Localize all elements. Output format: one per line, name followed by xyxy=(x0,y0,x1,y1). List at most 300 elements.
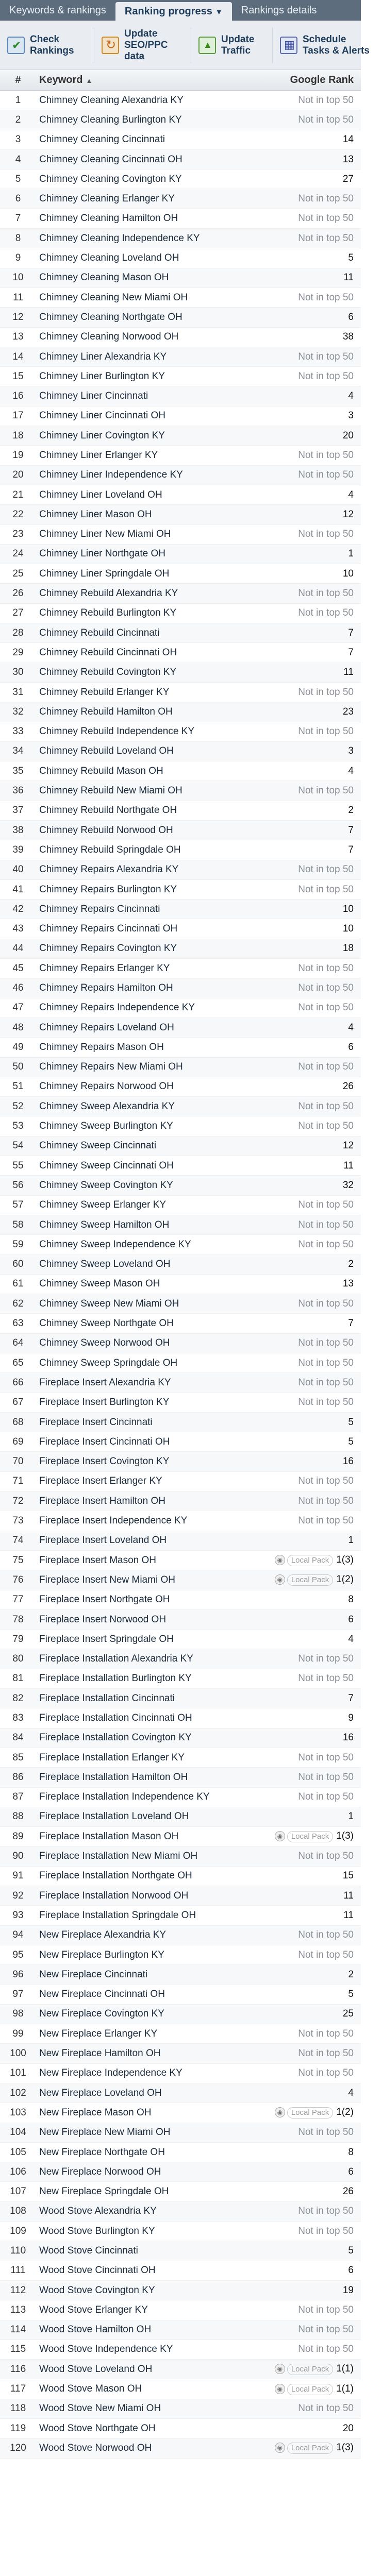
table-row[interactable] xyxy=(0,761,361,781)
column-header-google-rank[interactable]: Google Rank xyxy=(290,74,354,86)
table-row[interactable] xyxy=(0,229,361,248)
google-rank-cell xyxy=(225,647,361,658)
table-row[interactable] xyxy=(0,1176,361,1195)
table-row[interactable] xyxy=(0,2261,361,2281)
table-row[interactable] xyxy=(0,485,361,505)
table-row[interactable] xyxy=(0,1906,361,1925)
table-row[interactable] xyxy=(0,347,361,367)
google-rank-cell xyxy=(225,2147,361,2158)
row-number: 77 xyxy=(12,1594,24,1605)
table-row[interactable] xyxy=(0,840,361,860)
google-rank-cell xyxy=(225,1535,361,1546)
rank-value: 20 xyxy=(342,430,354,441)
table-row[interactable] xyxy=(0,1846,361,1866)
check-rankings-button[interactable] xyxy=(0,27,94,63)
row-number: 102 xyxy=(10,2087,26,2098)
table-row[interactable] xyxy=(0,1413,361,1432)
table-row[interactable] xyxy=(0,1334,361,1353)
google-rank-cell xyxy=(225,766,361,777)
keyword-cell: Fireplace Insert Cincinnati xyxy=(39,1416,153,1428)
table-row[interactable] xyxy=(0,880,361,900)
table-row[interactable] xyxy=(0,919,361,939)
google-rank-cell xyxy=(225,844,361,856)
row-number: 59 xyxy=(12,1239,24,1250)
table-row[interactable] xyxy=(0,2202,361,2222)
update-traffic-button[interactable] xyxy=(191,27,273,63)
table-row[interactable] xyxy=(0,1097,361,1116)
table-row[interactable] xyxy=(0,604,361,623)
keyword-cell: New Fireplace Erlanger KY xyxy=(39,2028,158,2039)
keyword-cell: Chimney Rebuild Burlington KY xyxy=(39,607,177,619)
rank-value: 2 xyxy=(348,805,354,816)
keyword-cell: Chimney Sweep Cincinnati OH xyxy=(39,1160,174,1171)
table-row[interactable] xyxy=(0,1235,361,1255)
rank-value: 6 xyxy=(348,1614,354,1625)
rank-value: 10 xyxy=(342,903,354,914)
toolbar xyxy=(0,21,370,70)
table-row[interactable] xyxy=(0,386,361,406)
table-row[interactable] xyxy=(0,1669,361,1689)
keyword-cell: Wood Stove Erlanger KY xyxy=(39,2304,148,2315)
table-row[interactable] xyxy=(0,446,361,465)
keyword-cell: Fireplace Installation Covington KY xyxy=(39,1732,192,1743)
local-pack-badge: Local Pack xyxy=(287,2443,333,2454)
google-rank-cell xyxy=(225,1278,361,1290)
row-number: 51 xyxy=(12,1081,24,1092)
table-row[interactable] xyxy=(0,308,361,327)
keyword-cell: Chimney Rebuild Northgate OH xyxy=(39,805,177,816)
keyword-cell: Fireplace Installation Cincinnati xyxy=(39,1692,175,1704)
table-row[interactable] xyxy=(0,1807,361,1827)
table-row[interactable] xyxy=(0,1373,361,1393)
table-row[interactable] xyxy=(0,643,361,663)
table-row[interactable] xyxy=(0,1077,361,1097)
table-row[interactable] xyxy=(0,91,361,110)
row-number: 69 xyxy=(12,1436,24,1447)
table-row[interactable] xyxy=(0,1610,361,1630)
keyword-cell: Fireplace Installation Springdale OH xyxy=(39,1909,196,1921)
keyword-cell: Fireplace Insert Loveland OH xyxy=(39,1535,167,1546)
table-row[interactable] xyxy=(0,2379,361,2399)
row-number: 31 xyxy=(12,686,24,698)
keyword-cell: Chimney Repairs Cincinnati OH xyxy=(39,923,178,935)
rank-value: Not in top 50 xyxy=(298,2324,354,2335)
keyword-cell: Fireplace Installation Northgate OH xyxy=(39,1870,192,1882)
table-row[interactable] xyxy=(0,1511,361,1531)
table-row[interactable] xyxy=(0,406,361,426)
table-row[interactable] xyxy=(0,1275,361,1294)
table-row[interactable] xyxy=(0,1728,361,1748)
google-rank-cell xyxy=(225,193,361,205)
table-row[interactable] xyxy=(0,959,361,978)
keyword-cell: Chimney Rebuild New Miami OH xyxy=(39,785,182,796)
table-row[interactable] xyxy=(0,564,361,584)
keyword-cell: New Fireplace Independence KY xyxy=(39,2067,182,2079)
column-header-number[interactable]: # xyxy=(15,74,21,86)
rank-value: Not in top 50 xyxy=(298,2344,354,2355)
table-row[interactable] xyxy=(0,2143,361,2162)
table-row[interactable] xyxy=(0,1393,361,1413)
rank-value: Not in top 50 xyxy=(298,1771,354,1783)
table-row[interactable] xyxy=(0,170,361,189)
table-row[interactable] xyxy=(0,939,361,959)
table-row[interactable] xyxy=(0,1116,361,1136)
keyword-cell: Chimney Repairs Erlanger KY xyxy=(39,962,170,974)
rank-value: 6 xyxy=(348,2265,354,2276)
row-number: 2 xyxy=(15,114,21,125)
table-row[interactable] xyxy=(0,1432,361,1452)
google-rank-cell xyxy=(225,1811,361,1822)
table-row[interactable] xyxy=(0,2419,361,2438)
table-row[interactable] xyxy=(0,2241,361,2261)
table-row[interactable] xyxy=(0,426,361,446)
table-row[interactable] xyxy=(0,2360,361,2379)
keyword-cell: Chimney Repairs Alexandria KY xyxy=(39,864,179,875)
rank-value: Not in top 50 xyxy=(298,1337,354,1349)
table-row[interactable] xyxy=(0,1689,361,1708)
google-rank-cell xyxy=(225,252,361,264)
table-row[interactable] xyxy=(0,1827,361,1846)
traffic-icon xyxy=(198,37,216,54)
keyword-cell: Fireplace Insert Independence KY xyxy=(39,1515,188,1527)
row-number: 18 xyxy=(12,430,24,441)
column-header-keyword[interactable] xyxy=(36,74,225,86)
keyword-cell: New Fireplace Norwood OH xyxy=(39,2166,161,2177)
tab-ranking-progress[interactable] xyxy=(115,2,232,21)
keyword-cell: Chimney Sweep Cincinnati xyxy=(39,1140,157,1151)
row-number: 5 xyxy=(15,173,21,184)
row-number: 116 xyxy=(10,2363,26,2375)
table-row[interactable] xyxy=(0,2222,361,2241)
table-row[interactable] xyxy=(0,2103,361,2123)
table-row[interactable] xyxy=(0,683,361,702)
keyword-cell: Chimney Sweep Mason OH xyxy=(39,1278,160,1290)
table-row[interactable] xyxy=(0,1768,361,1787)
row-number: 35 xyxy=(12,765,24,776)
keyword-cell: New Fireplace Cincinnati OH xyxy=(39,1989,165,2000)
rank-value: 23 xyxy=(342,706,354,717)
google-rank-cell xyxy=(225,1910,361,1921)
google-rank-cell xyxy=(225,884,361,895)
rank-value: 13 xyxy=(342,1278,354,1290)
row-number: 112 xyxy=(10,2284,26,2296)
rank-value: Not in top 50 xyxy=(298,2225,354,2236)
table-row[interactable] xyxy=(0,1215,361,1235)
keyword-cell: Wood Stove Cincinnati OH xyxy=(39,2265,156,2276)
table-row[interactable] xyxy=(0,2123,361,2143)
rank-value: 4 xyxy=(348,765,354,776)
keyword-cell: Chimney Cleaning Covington KY xyxy=(39,173,182,184)
local-pack-badge: Local Pack xyxy=(287,1574,333,1586)
row-number: 4 xyxy=(15,154,21,165)
row-number: 89 xyxy=(12,1831,24,1842)
google-rank-cell xyxy=(225,154,361,165)
table-row[interactable] xyxy=(0,1038,361,1057)
google-rank-cell xyxy=(225,2383,361,2395)
table-row[interactable] xyxy=(0,2320,361,2340)
google-rank-cell xyxy=(225,351,361,363)
rank-value: Not in top 50 xyxy=(298,1476,354,1487)
table-row[interactable] xyxy=(0,1156,361,1176)
table-row[interactable] xyxy=(0,742,361,761)
google-rank-cell xyxy=(225,1199,361,1211)
table-row[interactable] xyxy=(0,1018,361,1038)
rank-value: 7 xyxy=(348,627,354,638)
table-row[interactable] xyxy=(0,1531,361,1551)
table-row[interactable] xyxy=(0,1570,361,1590)
table-row[interactable] xyxy=(0,189,361,209)
google-rank-cell xyxy=(225,1101,361,1112)
rank-value: 2 xyxy=(348,1259,354,1270)
table-row[interactable] xyxy=(0,545,361,564)
google-rank-cell xyxy=(225,1180,361,1191)
table-row[interactable] xyxy=(0,1867,361,1886)
table-row[interactable] xyxy=(0,1137,361,1156)
table-row[interactable] xyxy=(0,2300,361,2320)
table-row[interactable] xyxy=(0,801,361,821)
rank-value: Not in top 50 xyxy=(298,114,354,125)
google-rank-cell xyxy=(225,529,361,540)
table-row[interactable] xyxy=(0,2340,361,2360)
table-row[interactable] xyxy=(0,2064,361,2083)
table-row[interactable] xyxy=(0,1926,361,1945)
google-rank-cell xyxy=(225,2265,361,2276)
table-row[interactable] xyxy=(0,2438,361,2458)
row-number: 41 xyxy=(12,884,24,895)
rank-value: Not in top 50 xyxy=(298,1121,354,1132)
rank-value: Not in top 50 xyxy=(298,2304,354,2315)
rank-value: Not in top 50 xyxy=(298,1377,354,1388)
row-number: 58 xyxy=(12,1219,24,1230)
row-number: 81 xyxy=(12,1673,24,1684)
table-row[interactable] xyxy=(0,466,361,485)
google-rank-cell xyxy=(225,706,361,718)
rank-value: 7 xyxy=(348,824,354,836)
google-rank-cell xyxy=(225,1219,361,1231)
google-rank-cell xyxy=(225,1081,361,1092)
rank-value: 20 xyxy=(342,2422,354,2434)
table-row[interactable] xyxy=(0,1492,361,1511)
keyword-cell: Chimney Rebuild Springdale OH xyxy=(39,844,181,855)
rank-value: 4 xyxy=(348,1633,354,1645)
keyword-cell: Chimney Liner New Miami OH xyxy=(39,529,171,540)
rank-value: Not in top 50 xyxy=(298,1219,354,1230)
keyword-cell: Fireplace Insert Northgate OH xyxy=(39,1594,170,1605)
table-row[interactable] xyxy=(0,1294,361,1314)
row-number: 115 xyxy=(10,2344,26,2355)
tab-keywords-rankings[interactable]: Keywords & rankings xyxy=(9,5,106,16)
rank-value: 6 xyxy=(348,311,354,323)
table-row[interactable] xyxy=(0,860,361,880)
row-number: 6 xyxy=(15,193,21,205)
google-rank-cell xyxy=(225,2166,361,2178)
keyword-cell: Wood Stove Norwood OH xyxy=(39,2442,152,2453)
row-number: 86 xyxy=(12,1771,24,1783)
schedule-tasks-button[interactable] xyxy=(273,27,382,63)
keyword-cell: Chimney Rebuild Covington KY xyxy=(39,667,177,678)
rank-value: Not in top 50 xyxy=(298,1357,354,1368)
table-row[interactable] xyxy=(0,367,361,386)
table-row[interactable] xyxy=(0,1590,361,1610)
table-row[interactable] xyxy=(0,248,361,268)
table-row[interactable] xyxy=(0,722,361,742)
rank-value: Not in top 50 xyxy=(298,2067,354,2079)
table-row[interactable] xyxy=(0,623,361,643)
row-number: 109 xyxy=(10,2225,26,2236)
table-row[interactable] xyxy=(0,1196,361,1215)
rank-value: 9 xyxy=(348,1712,354,1723)
google-rank-cell xyxy=(225,1298,361,1310)
table-row[interactable] xyxy=(0,821,361,840)
row-number: 47 xyxy=(12,1002,24,1013)
google-rank-cell xyxy=(225,489,361,501)
row-number: 23 xyxy=(12,529,24,540)
google-rank-cell xyxy=(225,134,361,145)
rank-value: 11 xyxy=(343,1909,354,1921)
table-row[interactable] xyxy=(0,781,361,801)
table-row[interactable] xyxy=(0,328,361,347)
table-row[interactable] xyxy=(0,2024,361,2044)
google-rank-cell xyxy=(225,1259,361,1270)
rank-value: 11 xyxy=(343,272,354,283)
rank-value: Not in top 50 xyxy=(298,982,354,993)
table-row[interactable] xyxy=(0,663,361,683)
table-row[interactable] xyxy=(0,2005,361,2024)
table-row[interactable] xyxy=(0,2044,361,2063)
google-rank-cell xyxy=(225,548,361,560)
keyword-cell: Chimney Liner Burlington KY xyxy=(39,370,165,382)
keyword-cell: Chimney Cleaning Cincinnati OH xyxy=(39,154,182,165)
google-rank-cell xyxy=(225,1061,361,1073)
google-rank-cell xyxy=(225,1042,361,1053)
keyword-cell: Fireplace Insert Erlanger KY xyxy=(39,1476,162,1487)
table-row[interactable] xyxy=(0,702,361,722)
table-row[interactable] xyxy=(0,1255,361,1275)
rank-value: 14 xyxy=(342,134,354,145)
google-rank-cell xyxy=(225,2304,361,2316)
rank-value: 1(1) xyxy=(336,2383,354,2394)
table-row[interactable] xyxy=(0,1788,361,1807)
table-row[interactable] xyxy=(0,1945,361,1965)
rank-value: Not in top 50 xyxy=(298,1495,354,1506)
row-number: 67 xyxy=(12,1397,24,1408)
row-number: 12 xyxy=(12,311,24,323)
table-row[interactable] xyxy=(0,998,361,1018)
column-header-keyword-label: Keyword xyxy=(39,74,83,86)
table-row[interactable] xyxy=(0,525,361,545)
table-row[interactable] xyxy=(0,288,361,308)
table-row[interactable] xyxy=(0,2083,361,2103)
tab-rankings-details[interactable]: Rankings details xyxy=(241,5,317,16)
table-row[interactable] xyxy=(0,1748,361,1768)
rank-value: Not in top 50 xyxy=(298,2403,354,2414)
google-rank-cell xyxy=(225,1496,361,1507)
keyword-cell: New Fireplace New Miami OH xyxy=(39,2127,171,2138)
table-row[interactable] xyxy=(0,1472,361,1492)
keyword-cell: Chimney Liner Cincinnati OH xyxy=(39,410,165,421)
table-row[interactable] xyxy=(0,2399,361,2419)
keyword-cell: Wood Stove Loveland OH xyxy=(39,2363,153,2375)
table-row[interactable] xyxy=(0,2281,361,2300)
google-rank-cell xyxy=(225,450,361,461)
table-row[interactable] xyxy=(0,110,361,130)
google-rank-cell xyxy=(225,1831,361,1842)
row-number: 7 xyxy=(15,213,21,224)
rank-value: 16 xyxy=(342,1456,354,1467)
table-row[interactable] xyxy=(0,1630,361,1649)
table-row[interactable] xyxy=(0,978,361,998)
table-row[interactable] xyxy=(0,505,361,524)
table-row[interactable] xyxy=(0,1886,361,1906)
google-rank-cell xyxy=(225,904,361,915)
keyword-cell: Chimney Liner Erlanger KY xyxy=(39,449,158,461)
table-row[interactable] xyxy=(0,1708,361,1728)
row-number: 73 xyxy=(12,1515,24,1527)
row-number: 11 xyxy=(13,292,23,303)
table-row[interactable] xyxy=(0,1649,361,1669)
table-row[interactable] xyxy=(0,900,361,919)
row-number: 20 xyxy=(12,469,24,481)
table-row[interactable] xyxy=(0,584,361,603)
top-tab-bar xyxy=(0,0,361,21)
google-rank-cell xyxy=(225,607,361,619)
keyword-cell: Fireplace Insert Norwood OH xyxy=(39,1614,167,1625)
row-number: 68 xyxy=(12,1416,24,1428)
table-row[interactable] xyxy=(0,209,361,229)
rank-value: 11 xyxy=(343,667,354,678)
keyword-cell: Chimney Sweep Covington KY xyxy=(39,1179,173,1191)
keyword-cell: Chimney Sweep Independence KY xyxy=(39,1239,191,1250)
update-seo-ppc-button[interactable] xyxy=(94,27,191,63)
update-seo-ppc-label: Update SEO/PPC data xyxy=(124,28,168,62)
rank-value: Not in top 50 xyxy=(298,449,354,461)
row-number: 80 xyxy=(12,1653,24,1665)
keyword-cell: Chimney Rebuild Loveland OH xyxy=(39,745,174,757)
google-rank-cell xyxy=(225,174,361,185)
table-row[interactable] xyxy=(0,1551,361,1570)
table-row[interactable] xyxy=(0,130,361,150)
row-number: 45 xyxy=(12,962,24,974)
rank-value: Not in top 50 xyxy=(298,193,354,205)
table-row[interactable] xyxy=(0,1058,361,1077)
table-row[interactable] xyxy=(0,1314,361,1333)
row-number: 78 xyxy=(12,1614,24,1625)
table-row[interactable] xyxy=(0,1965,361,1985)
table-row[interactable] xyxy=(0,2182,361,2201)
keyword-cell: Fireplace Installation Cincinnati OH xyxy=(39,1712,192,1723)
row-number: 38 xyxy=(12,824,24,836)
update-traffic-label: Update Traffic xyxy=(221,33,255,56)
keyword-cell: Chimney Rebuild Independence KY xyxy=(39,726,195,737)
google-rank-cell xyxy=(225,1436,361,1448)
row-number: 93 xyxy=(12,1909,24,1921)
google-rank-cell xyxy=(225,233,361,244)
table-row[interactable] xyxy=(0,150,361,170)
chevron-down-icon[interactable]: ▼ xyxy=(215,8,223,16)
keyword-cell: Chimney Liner Loveland OH xyxy=(39,489,162,500)
table-row[interactable] xyxy=(0,1452,361,1471)
table-row[interactable] xyxy=(0,1353,361,1373)
rank-value: 4 xyxy=(348,1022,354,1033)
row-number: 103 xyxy=(10,2107,26,2118)
keyword-cell: Chimney Liner Northgate OH xyxy=(39,548,165,560)
google-rank-cell xyxy=(225,2008,361,2020)
keyword-cell: Chimney Sweep Loveland OH xyxy=(39,1259,171,1270)
rank-value: 5 xyxy=(348,1989,354,2000)
table-row[interactable] xyxy=(0,2162,361,2182)
table-row[interactable] xyxy=(0,268,361,288)
table-row[interactable] xyxy=(0,1985,361,2005)
